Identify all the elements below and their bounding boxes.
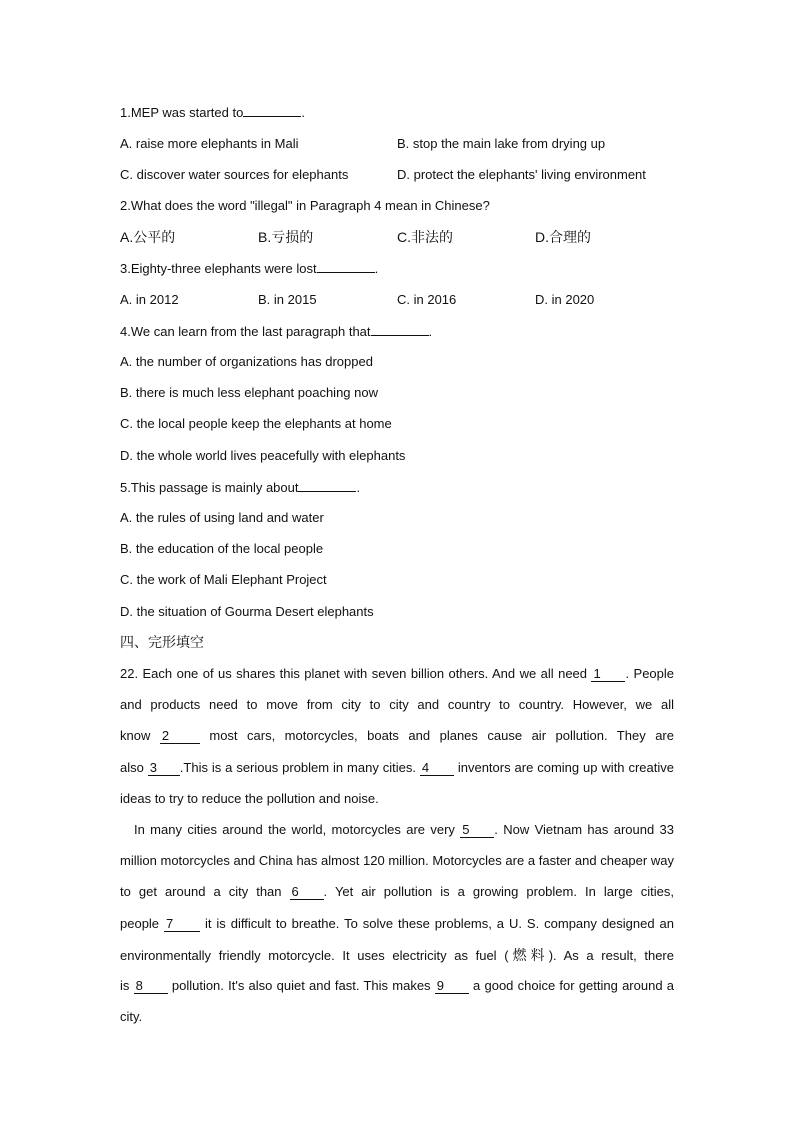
question-4-option-c: C. the local people keep the elephants at home (120, 416, 392, 431)
question-3-option-c: C. in 2016 (397, 292, 457, 307)
cloze-line-10 (120, 947, 674, 964)
cloze-text: In many cities around the world, motorcycles are very (134, 822, 455, 837)
question-4-option-b: B. there is much less elephant poaching now (120, 385, 378, 400)
cloze-line-9 (120, 916, 674, 932)
question-4-stem-end: . (428, 324, 433, 339)
cloze-gap-3: 3 (148, 761, 180, 776)
question-5-stem-text: 5.This passage is mainly about (120, 480, 299, 495)
question-5-option-b: B. the education of the local people (120, 541, 324, 556)
question-5-stem (120, 479, 674, 496)
question-3-option-b: B. in 2015 (258, 292, 317, 307)
cloze-gap-7: 7 (164, 917, 200, 932)
question-1-option-a: A. raise more elephants in Mali (120, 136, 299, 151)
answer-blank (317, 260, 375, 273)
question-3-option-a: A. in 2012 (120, 292, 179, 307)
question-2-option-d: D.合理的 (535, 229, 591, 245)
cloze-text: a good choice for getting around a (473, 978, 674, 993)
cloze-gap-9: 9 (435, 979, 469, 994)
question-4-stem (120, 323, 674, 340)
answer-blank (371, 323, 429, 336)
cloze-line-6 (134, 822, 674, 838)
question-1-stem-text: 1.MEP was started to (120, 105, 244, 120)
question-1-option-c: C. discover water sources for elephants (120, 167, 349, 182)
cloze-line-11 (120, 978, 674, 994)
question-1-stem (120, 104, 674, 121)
question-3-stem-text: 3.Eighty-three elephants were lost (120, 261, 317, 276)
cloze-text: 22. Each one of us shares this planet with seven billion others. And we all need (120, 666, 588, 681)
question-4-stem-text: 4.We can learn from the last paragraph that (120, 324, 371, 339)
cloze-line-1 (120, 666, 674, 682)
cloze-line-8 (120, 884, 674, 900)
cloze-gap-2: 2 (160, 729, 200, 744)
question-3-stem-end: . (374, 261, 379, 276)
question-2-option-a: A.公平的 (120, 229, 176, 245)
cloze-gap-5: 5 (460, 823, 494, 838)
question-5-option-c: C. the work of Mali Elephant Project (120, 572, 327, 587)
question-2-option-c: C.非法的 (397, 229, 453, 245)
cloze-text: most cars, motorcycles, boats and planes cause air pollution. They are (209, 728, 674, 743)
question-2-option-b: B.亏损的 (258, 229, 314, 245)
cloze-text: also (120, 760, 144, 775)
question-1-option-b: B. stop the main lake from drying up (397, 136, 606, 151)
question-4-option-a: A. the number of organizations has dropped (120, 354, 373, 369)
question-5-stem-end: . (356, 480, 361, 495)
question-1-stem-end: . (301, 105, 305, 120)
cloze-line-3 (120, 728, 674, 744)
cloze-text: inventors are coming up with creative (457, 760, 674, 775)
cloze-text: . Now Vietnam has around 33 (494, 822, 674, 837)
cloze-text: . Yet air pollution is a growing problem. In large cities, (323, 884, 674, 899)
section-heading: 四、完形填空 (120, 634, 204, 650)
cloze-text: environmentally friendly motorcycle. It uses electricity as fuel ( (120, 948, 509, 963)
cloze-line-12: city. (120, 1009, 143, 1024)
cloze-text: know (120, 728, 151, 743)
cloze-text: .This is a serious problem in many cities. (179, 760, 416, 775)
cloze-gap-8: 8 (134, 979, 168, 994)
cloze-text: people (120, 916, 160, 931)
cloze-text: it is difficult to breathe. To solve these problems, a U. S. company designed an (204, 916, 674, 931)
cloze-line-7: million motorcycles and China has almost 120 million. Motorcycles are a faster and cheaper way (120, 853, 674, 868)
cloze-line-4 (120, 760, 674, 776)
cloze-text: pollution. It's also quiet and fast. This makes (171, 978, 431, 993)
cloze-text: . People (625, 666, 675, 681)
question-2-stem: 2.What does the word "illegal" in Paragraph 4 mean in Chinese? (120, 198, 490, 213)
cloze-gap-4: 4 (420, 761, 454, 776)
answer-blank (243, 104, 301, 117)
cloze-text: ). As a result, there (548, 948, 674, 963)
question-5-option-d: D. the situation of Gourma Desert elephants (120, 604, 374, 619)
cloze-gap-6: 6 (290, 885, 324, 900)
question-3-stem (120, 260, 674, 277)
answer-blank (298, 479, 356, 492)
cloze-line-2: and products need to move from city to city and country to country. However, we all (120, 697, 674, 712)
cloze-text-chinese: 燃料 (508, 947, 549, 963)
cloze-text: is (120, 978, 130, 993)
cloze-line-5: ideas to try to reduce the pollution and noise. (120, 791, 379, 806)
cloze-text: to get around a city than (120, 884, 282, 899)
question-4-option-d: D. the whole world lives peacefully with elephants (120, 448, 406, 463)
cloze-gap-1: 1 (591, 667, 625, 682)
question-3-option-d: D. in 2020 (535, 292, 595, 307)
question-1-option-d: D. protect the elephants' living environment (397, 167, 646, 182)
question-5-option-a: A. the rules of using land and water (120, 510, 324, 525)
